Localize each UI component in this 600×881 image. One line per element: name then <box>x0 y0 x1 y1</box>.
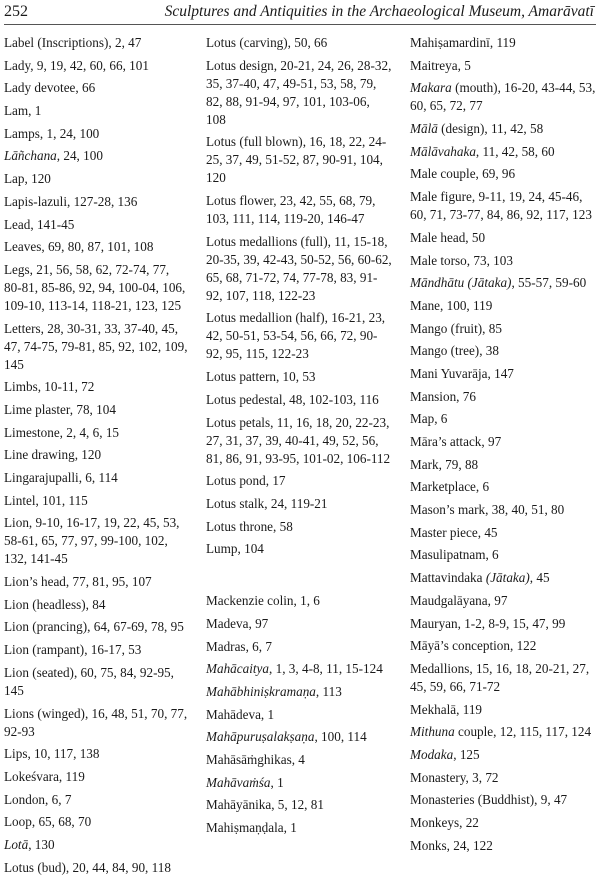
index-entry <box>206 728 392 746</box>
index-entry <box>410 365 596 383</box>
index-term: Mahābhiniṣkramaṇa <box>206 684 316 699</box>
index-term: Marketplace <box>410 479 476 495</box>
index-term-qualifier: (mouth) <box>451 80 498 96</box>
index-page-refs: , 16-17, 53 <box>84 642 142 658</box>
index-term: Lotus stalk <box>206 495 265 511</box>
index-term: Lotus design <box>206 57 274 73</box>
index-page-refs: , 24, 100 <box>56 148 103 164</box>
index-page-refs: , 65, 68, 70 <box>31 814 92 830</box>
index-page-refs: , 84 <box>85 596 106 612</box>
index-term: Monkeys <box>410 815 460 830</box>
index-page-refs: , 28, 30-31, 33, 37-40, 45, 47, 74-75, 79-81, 85, 92, 102, 109, 145 <box>4 320 188 372</box>
index-entry <box>410 165 596 183</box>
index-column-3 <box>410 34 596 859</box>
index-term: Maudgalāyana <box>410 592 488 608</box>
index-entry <box>4 320 190 374</box>
index-entry <box>4 170 190 188</box>
index-page-refs: , 6 <box>485 547 499 563</box>
index-page-refs: , 3, 72 <box>465 769 499 785</box>
index-entry <box>410 546 596 564</box>
index-page-refs: , 100, 114 <box>314 729 367 745</box>
index-page-refs: , 97 <box>487 592 508 608</box>
index-page-refs: , 50, 66 <box>287 35 328 50</box>
index-page-refs: , 11, 42, 58, 60 <box>475 143 555 159</box>
index-term: Male figure <box>410 189 472 205</box>
index-page-refs: , 23, 42, 55, 68, 79, 103, 111, 114, 119-20, 146-47 <box>206 193 376 227</box>
index-entry <box>410 388 596 406</box>
index-term: Mahācaitya <box>206 661 269 677</box>
index-page-refs: , 2, 4, 6, 15 <box>59 424 120 440</box>
index-term: Lion (prancing) <box>4 619 88 635</box>
index-entry <box>4 125 190 143</box>
index-entry <box>4 641 190 659</box>
index-page-refs: , 11, 42, 58 <box>484 121 544 137</box>
index-page-refs: , 120 <box>74 447 102 463</box>
index-term-qualifier: couple <box>454 724 494 740</box>
index-term: Lintel <box>4 492 36 508</box>
index-entry <box>4 745 190 763</box>
index-entry <box>410 320 596 338</box>
index-entry <box>410 569 596 587</box>
index-term: Lotus flower <box>206 193 274 209</box>
index-entry <box>206 615 392 633</box>
index-page-refs: , 4 <box>291 752 305 768</box>
index-term: Line drawing <box>4 447 75 463</box>
index-entry <box>4 193 190 211</box>
index-page-refs: , 10-11, 72 <box>37 379 95 395</box>
index-page-refs: , 45 <box>477 524 498 540</box>
index-page-refs: , 9, 47 <box>534 792 568 808</box>
index-entry <box>4 705 190 741</box>
index-page-refs: , 6 <box>475 479 490 495</box>
index-page-refs: , 127-28, 136 <box>66 193 138 209</box>
index-page-refs: , 58 <box>273 518 293 534</box>
index-term: Monasteries (Buddhist) <box>410 792 535 808</box>
index-page-refs: , 55-57, 59-60 <box>511 275 587 291</box>
index-term-qualifier: (design) <box>437 121 485 137</box>
index-entry <box>410 229 596 247</box>
index-term: Mahāsāṁghikas <box>206 752 292 768</box>
index-page-refs: , 48, 102-103, 116 <box>282 391 379 407</box>
index-page-refs: , 9, 19, 42, 60, 66, 101 <box>30 57 149 73</box>
index-entry <box>410 524 596 542</box>
index-page-refs: , 20, 44, 84, 90, 118 <box>65 859 171 875</box>
index-entry <box>4 378 190 396</box>
index-entry <box>4 813 190 831</box>
index-term: Lingarajupalli <box>4 470 79 485</box>
index-page-refs: , 120 <box>24 171 51 187</box>
index-page-refs: , 60, 75, 84, 92-95, 145 <box>4 664 174 698</box>
index-page-refs: , 1 <box>270 774 284 790</box>
index-page-refs: , 69, 96 <box>475 166 516 182</box>
index-entry <box>4 768 190 786</box>
index-entry <box>206 706 392 724</box>
index-entry <box>410 592 596 610</box>
index-entry <box>4 57 190 75</box>
index-entry <box>206 57 392 129</box>
index-page-refs: , 97 <box>248 615 269 631</box>
index-page-refs: , 45 <box>529 570 550 586</box>
index-term: Lam <box>4 103 29 119</box>
index-entry <box>4 859 190 877</box>
index-term: Lamps <box>4 125 40 141</box>
index-entry <box>206 472 392 490</box>
index-term: Māra’s attack <box>410 434 482 449</box>
index-entry <box>4 618 190 636</box>
index-term: Lāñchana <box>4 148 57 164</box>
index-entry <box>206 233 392 305</box>
index-page-refs: , 5 <box>457 57 471 73</box>
index-term: Male head <box>410 229 466 245</box>
index-term: Mālāvahaka <box>410 143 476 159</box>
index-entry <box>206 495 392 513</box>
index-page-refs: , 1 <box>283 820 297 836</box>
index-entry <box>206 660 392 678</box>
index-entry <box>410 660 596 696</box>
index-page-refs: , 64, 67-69, 78, 95 <box>87 619 184 635</box>
index-page-refs: , 6, 114 <box>78 470 118 485</box>
index-entry <box>4 514 190 568</box>
index-page-refs: , 97 <box>481 434 502 449</box>
index-page-refs: , 1 <box>260 706 275 722</box>
index-page-refs: , 78, 104 <box>69 401 116 417</box>
index-page-refs: , 113 <box>315 684 342 699</box>
index-term: Lead <box>4 216 31 232</box>
index-entry <box>4 34 190 52</box>
index-entry <box>410 746 596 764</box>
index-term: Lotus (carving) <box>206 35 288 50</box>
index-term: Label (Inscriptions) <box>4 35 109 50</box>
index-entry <box>4 596 190 614</box>
index-term: London <box>4 791 46 807</box>
index-term: Master piece <box>410 524 478 540</box>
index-entry <box>410 791 596 809</box>
index-entry <box>4 469 190 487</box>
index-entry <box>410 342 596 360</box>
index-column-2 <box>206 34 392 842</box>
index-term-qualifier: (Jātaka) <box>482 570 530 586</box>
index-page-refs: , 77, 81, 95, 107 <box>65 574 152 590</box>
index-term: Medallions <box>410 660 470 676</box>
index-entry <box>410 501 596 519</box>
index-term: Male couple <box>410 166 476 182</box>
index-page-refs: , 130 <box>28 836 55 852</box>
index-entry <box>410 433 596 451</box>
index-page-refs: , 24, 122 <box>446 837 493 853</box>
index-page-refs: , 38, 40, 51, 80 <box>485 502 565 518</box>
index-entry <box>410 615 596 633</box>
index-page-refs: , 1, 24, 100 <box>39 125 100 141</box>
index-entry <box>410 456 596 474</box>
index-term: Makara <box>410 80 452 96</box>
index-page-refs: , 20-21, 24, 26, 28-32, 35, 37-40, 47, 49-51, 53, 58, 79, 82, 88, 91-94, 97, 101, 103-06, 108 <box>206 57 392 127</box>
index-entry <box>4 791 190 809</box>
index-page-refs: , 10, 53 <box>275 369 316 385</box>
index-term: Masulipatnam <box>410 547 486 563</box>
index-term: Map <box>410 411 435 427</box>
index-entry <box>410 57 596 75</box>
index-entry <box>206 774 392 792</box>
index-term: Modaka <box>410 746 454 762</box>
index-page-refs: , 76 <box>456 388 476 404</box>
index-term: Mane <box>410 297 441 313</box>
index-entry <box>410 814 596 832</box>
index-term: Mango (tree) <box>410 343 480 359</box>
index-term: Mahāvaṁśa <box>206 774 271 790</box>
index-page-refs: , 16-20, 43-44, 53, 60, 65, 72, 77 <box>410 80 596 114</box>
index-entry <box>4 424 190 442</box>
index-term: Mekhalā <box>410 701 457 717</box>
index-term: Mason’s mark <box>410 502 486 518</box>
index-entry <box>206 638 392 656</box>
index-page-refs: , 16, 18, 22, 24-25, 37, 49, 51-52, 87, 90-91, 104, 120 <box>206 134 387 186</box>
index-term: Mālā <box>410 121 438 137</box>
index-page-refs: , 12, 115, 117, 124 <box>493 724 592 740</box>
index-entry <box>4 664 190 700</box>
index-entry <box>410 274 596 292</box>
index-page-refs: , 9-10, 16-17, 19, 22, 45, 53, 58-61, 65, 77, 97, 99-100, 102, 132, 141-45 <box>4 515 180 567</box>
index-page-refs: , 22 <box>459 815 479 830</box>
index-term-qualifier: (Jātaka) <box>464 275 512 291</box>
index-entry <box>4 102 190 120</box>
index-term: Lotus pedestal <box>206 391 283 407</box>
index-term: Lady <box>4 57 31 73</box>
index-column-1 <box>4 34 190 881</box>
index-entry <box>410 297 596 315</box>
index-term: Mauryan <box>410 615 458 631</box>
index-term: Lips <box>4 746 28 762</box>
index-term: Mackenzie colin <box>206 593 294 609</box>
index-page-refs: , 101, 115 <box>35 492 88 508</box>
index-page-refs: , 119 <box>58 768 85 784</box>
index-term: Mahiṣmaṇḍala <box>206 820 284 836</box>
index-page-refs: , 119 <box>456 701 483 717</box>
index-term: Lion <box>4 515 29 531</box>
index-entry <box>206 540 392 558</box>
index-entry <box>410 723 596 741</box>
index-entry <box>4 261 190 315</box>
index-term: Lapis-lazuli <box>4 193 67 209</box>
index-term: Monastery <box>410 769 466 785</box>
index-page-refs: , 125 <box>453 746 480 762</box>
page-number: 252 <box>4 3 28 20</box>
index-page-refs: , 122 <box>509 638 537 654</box>
index-page-refs: , 66 <box>75 80 96 96</box>
index-page-refs: , 10, 117, 138 <box>27 746 100 762</box>
index-term: Maitreya <box>410 57 458 73</box>
index-page-refs: , 147 <box>487 365 514 381</box>
index-page-refs: , 16-21, 23, 42, 50-51, 53-54, 56, 66, 72, 90-92, 95, 115, 122-23 <box>206 310 386 362</box>
index-term: Lokeśvara <box>4 768 59 784</box>
index-term: Mahādeva <box>206 706 261 722</box>
index-entry <box>410 410 596 428</box>
index-term: Mahāpuruṣalakṣaṇa <box>206 729 315 745</box>
index-term: Lion (headless) <box>4 596 86 612</box>
index-term: Mattavindaka <box>410 570 483 586</box>
index-page-refs: , 9-11, 19, 24, 45-46, 60, 71, 73-77, 84, 86, 92, 117, 123 <box>410 189 592 223</box>
index-term: Monks <box>410 837 447 853</box>
index-entry <box>206 391 392 409</box>
index-term: Lotus (bud) <box>4 859 66 875</box>
index-term: Mahāyānika <box>206 797 272 813</box>
index-term: Lions (winged) <box>4 705 85 721</box>
index-term: Leaves <box>4 239 42 255</box>
index-entry <box>410 769 596 787</box>
index-term: Mithuna <box>410 724 455 740</box>
index-term: Lion (seated) <box>4 664 74 680</box>
index-page-refs: , 1, 3, 4-8, 11, 15-124 <box>269 661 383 677</box>
index-page-refs: , 5, 12, 81 <box>271 797 324 813</box>
index-entry <box>410 143 596 161</box>
index-entry <box>410 79 596 115</box>
running-title: Sculptures and Antiquities in the Archaeological Museum, Amarāvatī <box>164 3 594 20</box>
index-entry <box>410 478 596 496</box>
index-entry <box>410 188 596 224</box>
index-page-refs: , 15, 16, 18, 20-21, 27, 45, 59, 66, 71-72 <box>410 660 590 694</box>
index-term: Mani Yuvarāja <box>410 365 488 381</box>
index-term: Loop <box>4 814 32 830</box>
page-header <box>4 2 596 25</box>
index-term: Mark <box>410 456 439 472</box>
index-page-refs: , 6, 7 <box>245 638 272 654</box>
index-entry <box>206 368 392 386</box>
index-page-refs: , 17 <box>265 473 286 489</box>
index-page-refs: , 11, 15-18, 20-35, 39, 42-43, 50-52, 56, 60-62, 65, 68, 71-72, 74, 77-78, 83, 91-92, 107, 118, 122-23 <box>206 233 392 303</box>
index-entry <box>206 796 392 814</box>
index-page-refs: , 104 <box>237 541 264 557</box>
index-entry <box>206 34 392 52</box>
index-term: Mahiṣamardinī <box>410 35 490 50</box>
index-term: Male torso <box>410 252 467 268</box>
index-term: Lotus medallion (half) <box>206 310 325 326</box>
index-term: Limestone <box>4 424 60 440</box>
index-page-refs: , 1 <box>28 103 42 119</box>
index-entry <box>4 147 190 165</box>
index-entry <box>206 819 392 837</box>
index-term: Lump <box>206 541 238 557</box>
index-term: Māyā’s conception <box>410 638 510 654</box>
index-entry <box>206 751 392 769</box>
index-page-refs: , 1, 6 <box>293 593 320 609</box>
index-page-refs: , 16, 48, 51, 70, 77, 92-93 <box>4 705 188 739</box>
index-term: Lotā <box>4 836 29 852</box>
index-entry <box>206 592 392 610</box>
index-page-refs: , 2, 47 <box>108 35 142 50</box>
index-page-refs: , 50 <box>465 229 486 245</box>
index-term: Madeva <box>206 615 249 631</box>
index-entry <box>4 79 190 97</box>
index-term: Madras <box>206 638 246 654</box>
index-entry <box>410 34 596 52</box>
index-entry <box>410 701 596 719</box>
index-entry <box>410 637 596 655</box>
index-page-refs: , 69, 80, 87, 101, 108 <box>41 239 154 255</box>
index-entry <box>4 216 190 234</box>
index-term: Mansion <box>410 388 457 404</box>
index-entry <box>206 192 392 228</box>
index-page-refs: , 79, 88 <box>438 456 479 472</box>
index-entry <box>4 573 190 591</box>
index-entry <box>206 133 392 187</box>
index-term: Limbs <box>4 379 38 395</box>
index-entry <box>4 446 190 464</box>
index-page-refs: , 11, 16, 18, 20, 22-23, 27, 31, 37, 39, 40-41, 49, 52, 56, 81, 86, 91, 93-95, 101-02, 106-112 <box>206 414 391 466</box>
index-term: Lady devotee <box>4 80 76 96</box>
index-page-refs: , 141-45 <box>30 216 75 232</box>
index-term: Lotus medallions (full) <box>206 233 328 249</box>
index-page-refs: , 6 <box>434 411 448 427</box>
index-page-refs: , 85 <box>482 320 502 336</box>
index-entry <box>206 683 392 701</box>
index-page-refs: , 1-2, 8-9, 15, 47, 99 <box>457 615 566 631</box>
index-entry <box>410 837 596 855</box>
index-entry <box>206 518 392 536</box>
index-term: Legs <box>4 261 30 277</box>
index-entry <box>206 309 392 363</box>
index-page-refs: , 6, 7 <box>45 791 72 807</box>
index-page-refs: , 24, 119-21 <box>264 495 328 511</box>
index-term: Lotus throne <box>206 518 274 534</box>
index-term: Lion (rampant) <box>4 642 85 658</box>
index-term: Lotus pond <box>206 473 266 489</box>
index-entry <box>410 252 596 270</box>
index-term: Lotus pattern <box>206 369 276 385</box>
index-term: Letters <box>4 320 41 336</box>
index-page-refs: , 21, 56, 58, 62, 72-74, 77, 80-81, 85-86, 92, 94, 100-04, 106, 109-10, 113-14, 118-21, 123, 125 <box>4 261 186 313</box>
index-entry <box>410 120 596 138</box>
index-entry <box>4 492 190 510</box>
index-term: Māndhātu <box>410 275 465 291</box>
index-term: Lotus petals <box>206 414 271 430</box>
index-term: Mango (fruit) <box>410 320 483 336</box>
index-page-refs: , 38 <box>479 343 499 359</box>
index-entry <box>206 414 392 468</box>
index-page-refs: , 100, 119 <box>440 297 493 313</box>
index-page-refs: , 73, 103 <box>466 252 513 268</box>
index-page-refs: , 119 <box>489 35 516 50</box>
index-entry <box>4 238 190 256</box>
index-term: Lotus (full blown) <box>206 134 303 150</box>
index-term: Lime plaster <box>4 401 70 417</box>
index-entry <box>4 401 190 419</box>
index-term: Lion’s head <box>4 574 66 590</box>
index-term: Lap <box>4 171 25 187</box>
